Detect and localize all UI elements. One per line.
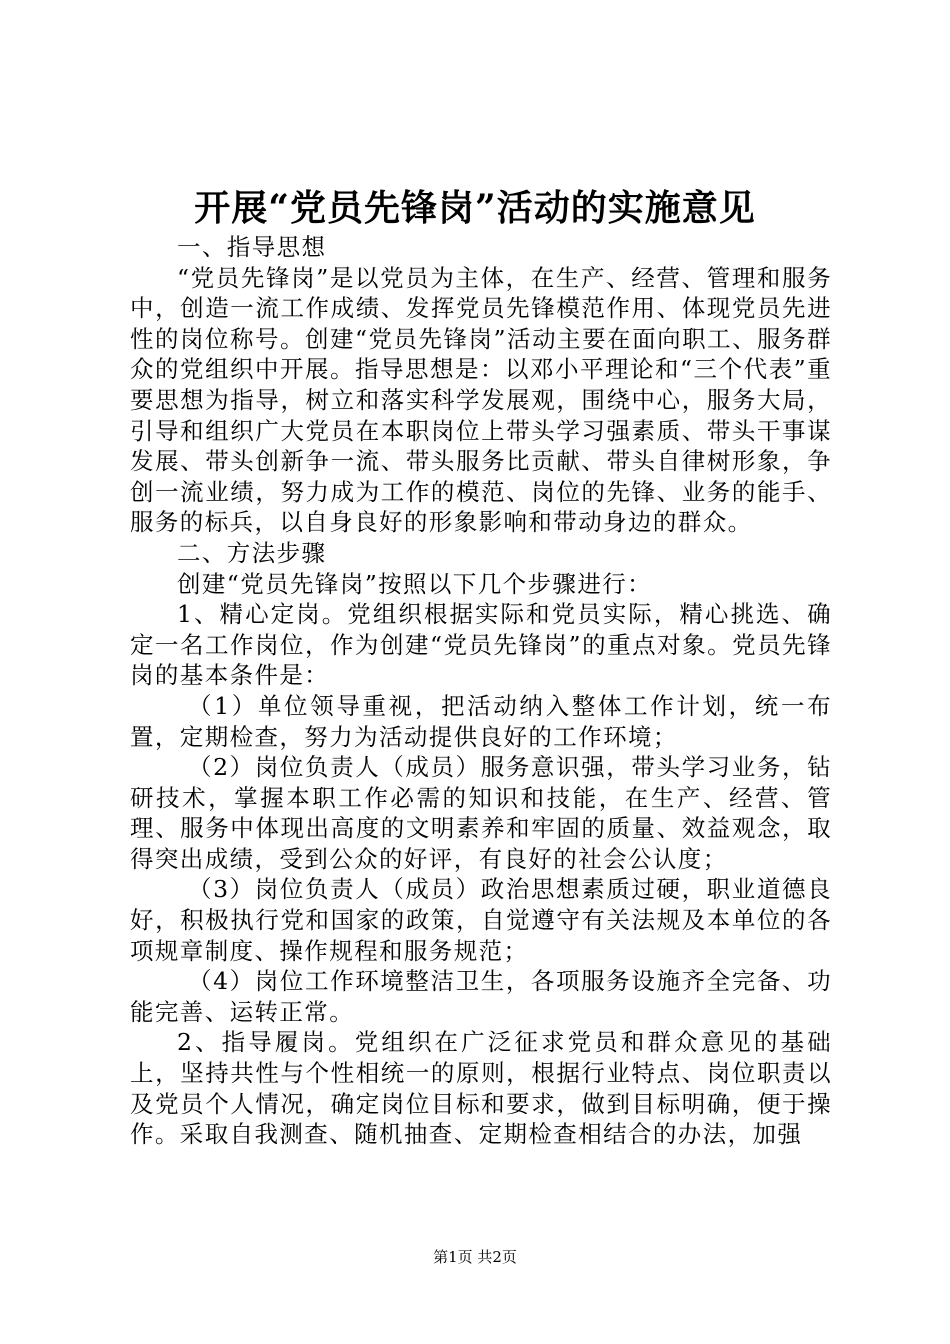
paragraph-steps-intro: 创建“党员先锋岗”按照以下几个步骤进行： bbox=[177, 569, 653, 598]
paragraph-guiding-thought: “党员先锋岗”是以党员为主体，在生产、经营、管理和服务中，创造一流工作成绩、发挥党员先锋模范作用、体现党员先进性的岗位称号。创建“党员先锋岗”活动主要在面向职工、服务群众的党组织中开展。指导思想是：以邓小平理论和“三个代表”重要思想为指导，树立和落实科学发展观，围绕中心，服务大局，引导和组织广大党员在本职岗位上带头学习强素质、带头干事谋发展、带头创新争一流、带头服务比贡献、带头自律树形象，争创一流业绩，努力成为工作的模范、岗位的先锋、业务的能手、服务的标兵，以自身良好的形象影响和带动身边的群众。 bbox=[130, 263, 832, 537]
paragraph-step-2: 2、指导履岗。党组织在广泛征求党员和群众意见的基础上，坚持共性与个性相统一的原则，根据行业特点、岗位职责以及党员个人情况，确定岗位目标和要求，做到目标明确，便于操作。采取自我测查、随机抽查、定期检查相结合的办法，加强 bbox=[130, 1028, 832, 1149]
paragraph-step-1: 1、精心定岗。党组织根据实际和党员实际，精心挑选、确定一名工作岗位，作为创建“党员先锋岗”的重点对象。党员先锋岗的基本条件是： bbox=[130, 600, 832, 690]
paragraph-condition-1: （1）单位领导重视，把活动纳入整体工作计划，统一布置，定期检查，努力为活动提供良好的工作环境； bbox=[130, 691, 832, 751]
paragraph-condition-2: （2）岗位负责人（成员）服务意识强，带头学习业务，钻研技术，掌握本职工作必需的知识和技能，在生产、经营、管理、服务中体现出高度的文明素养和牢固的质量、效益观念，取得突出成绩，受到公众的好评，有良好的社会公认度； bbox=[130, 753, 832, 873]
document-title: 开展“党员先锋岗”活动的实施意见 bbox=[194, 187, 756, 229]
section-heading-guiding-thought: 一、指导思想 bbox=[177, 233, 327, 261]
paragraph-condition-3: （3）岗位负责人（成员）政治思想素质过硬，职业道德良好，积极执行党和国家的政策，自觉遵守有关法规及本单位的各项规章制度、操作规程和服务规范； bbox=[130, 875, 832, 965]
page-footer: 第1页 共2页 bbox=[433, 1248, 517, 1266]
document-body bbox=[130, 232, 832, 1150]
paragraph-condition-4: （4）岗位工作环境整洁卫生，各项服务设施齐全完备、功能完善、运转正常。 bbox=[130, 967, 832, 1026]
section-heading-method-steps: 二、方法步骤 bbox=[177, 538, 327, 567]
